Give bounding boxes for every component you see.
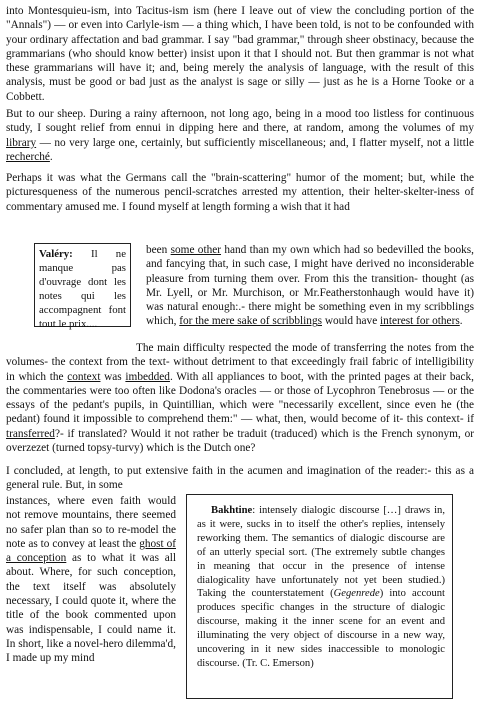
paragraph-5-column	[6, 494, 176, 666]
paragraph-3-column	[146, 243, 474, 329]
paragraph-3-col-d: .	[459, 315, 463, 328]
paragraph-2	[6, 107, 474, 164]
paragraph-4-text-c: . With all appliances to boot, with the printed pages at their back, the commentaries were too often like Dodona's oracles — or those of Lycophron Tenebrosus — or the essays of the pedant's pupils, in Quintillian, which were "necessarily excellent, since even he (the pedant) found it impossible to comprehend them:" — what, then, would become of it- this context- if	[6, 370, 475, 426]
valery-quote-box	[34, 243, 131, 331]
paragraph-5-col-a: instances, where even faith would not remove mountains, there seemed no safer plan than so to re-model the note as to convey at least the	[6, 495, 176, 550]
paragraph-5-text: I concluded, at length, to put extensive faith in the acumen and imagination of the reader:- this as a general rule. But, in some	[6, 465, 474, 492]
paragraph-4-text-d: ?- if translated? Would it not rather be traduit (traduced) which is the French synonym, or overzezet (turned topsy-turvy) which is the Dutch one?	[6, 427, 474, 455]
bakhtine-text-a: : intensely dialogic discourse […] draws in, as it were, sucks in to itself the other's replies, intensely reworking them. The semantics of dialogic discourse are of an utterly special sort. (The extremely subtle changes in meaning that occur in the presence of intense dialogicality have unfortunately not yet been studied.) Taking the counterstatement (	[197, 505, 445, 600]
valery-quote-text: Il ne manque pas d'ouvrage dont les notes qui les accompagnent font tout le prix....	[39, 248, 126, 331]
paragraph-1	[6, 4, 474, 104]
paragraph-4-text-b: was	[100, 370, 126, 383]
bakhtine-quote-box	[186, 494, 453, 699]
transferred-term: transferred	[6, 427, 55, 440]
paragraph-3-col-a: been	[146, 244, 171, 256]
context-term: context	[67, 370, 101, 383]
ghost-term: ghost of a conception	[6, 537, 176, 565]
paragraph-2-text-c: .	[49, 150, 53, 163]
some-other-term: some other	[170, 244, 222, 256]
paragraph-3-intro	[6, 171, 474, 214]
paragraph-3-text: Perhaps it was what the Germans call the "brain-scattering" humor of the moment; but, while the picturesqueness of the numerous pencil-scratches arrested my attention, their helter-skelter-iness of commentary amused me. I found myself at length forming a wish that it had	[6, 172, 474, 213]
bakhtine-name: Bakhtine	[211, 505, 253, 516]
paragraph-3-col-b: hand than my own which had so bedevilled the books, and fancying that, in such case, I might have derived no inconsiderable pleasure from turning them over. From this the transition- thought (as Mr. Lyell, or Mr. Murchison, or Mr.Featherstonhaugh would have it) was natural enough:.- there might be something even in my scribblings which,	[146, 244, 474, 328]
recherche-term: recherché	[6, 150, 50, 163]
paragraph-4-text-a: The main difficulty respected the mode of transferring the notes from the volumes- the context from the text- without detriment to that exceedingly frail fabric of intelligibility in which the	[6, 342, 474, 383]
paragraph-2-text-a: But to our sheep. During a rainy afternoon, not long ago, being in a mood too listless for continuous study, I sought relief from ennui in dipping here and there, at random, among the volumes of my	[6, 108, 474, 135]
mere-sake-term: for the mere sake of scribblings	[179, 315, 322, 328]
valery-name: Valéry:	[39, 248, 73, 260]
interest-term: interest for others	[380, 315, 460, 328]
paragraph-2-text-b: — no very large one, certainly, but sufficiently miscellaneous; and, I flatter myself, not a little	[36, 136, 474, 149]
gegenrede-term: Gegenrede	[333, 588, 380, 600]
paragraph-4	[6, 341, 474, 455]
paragraph-5-intro	[6, 464, 474, 493]
library-link[interactable]: library	[6, 136, 37, 149]
imbedded-term: imbedded	[125, 370, 170, 383]
paragraph-5-col-b: as to what it was all about. Where, for such conception, the text itself was absolutely necessary, I could quote it, where the title of the book commented upon was indispensable, I could name it. In short, like a novel-hero dilemma'd, I made up my mind	[6, 552, 176, 665]
paragraph-3-col-c: would have	[322, 315, 381, 328]
bakhtine-text-b: ) into account produces specific changes in the structure of dialogic discourse, making it the inner scene for an event and illuminating the very object of discourse in a new way, uncovering in it new sides inaccessible to monologic discourse. (Tr. C. Emerson)	[197, 588, 445, 669]
paragraph-1-text: into Montesquieu-ism, into Tacitus-ism ism (here I leave out of view the concluding portion of the "Annals") — or even into Carlyle-ism — a thing which, I have been told, is not to be confounded with your ordinary affectation and bad grammar. I say "bad grammar," through sheer obstinacy, because the grammarians (who should know better) insist upon it that I should not. But then grammar is not what these grammarians will have it; and, being merely the analysis of language, with the result of this analysis, must be good or bad just as the analyst is sage or silly — just as he is a Horne Tooke or a Cobbett.	[6, 5, 474, 103]
